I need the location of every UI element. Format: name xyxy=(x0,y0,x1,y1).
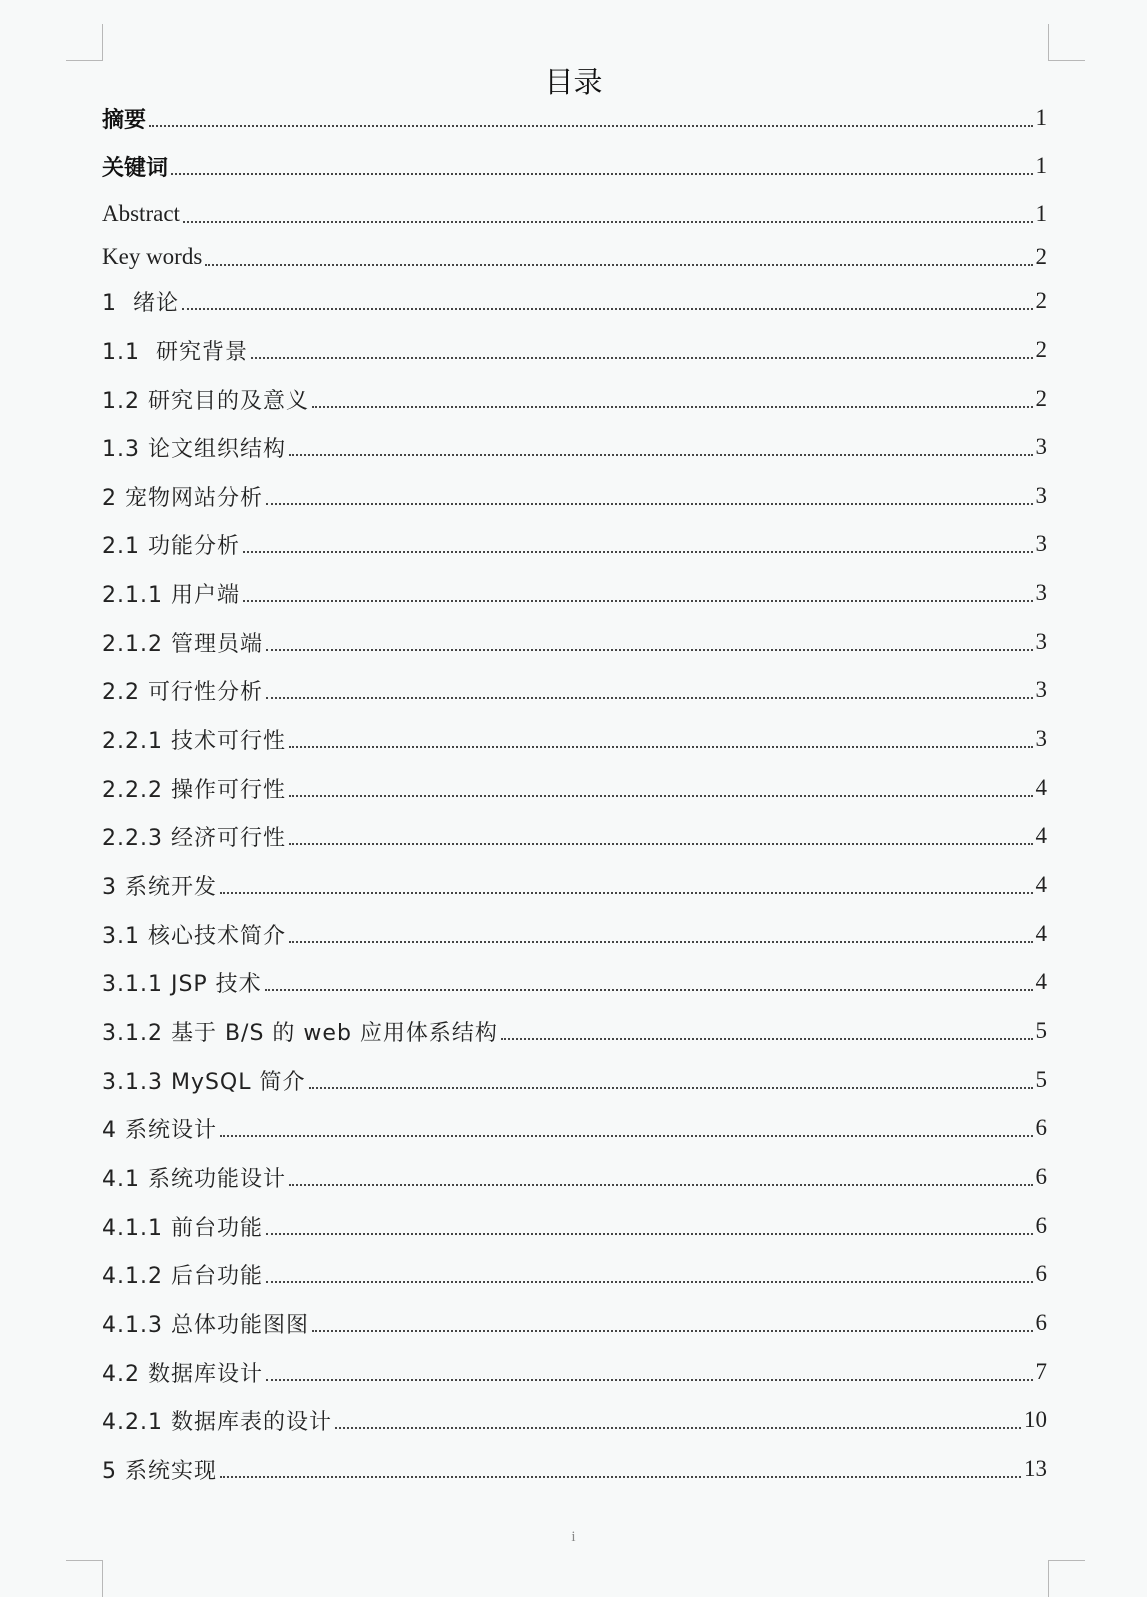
toc-entry-page-number: 6 xyxy=(1035,1310,1047,1335)
toc-dot-leader xyxy=(312,1330,1033,1332)
toc-dot-leader xyxy=(265,989,1033,991)
toc-entry-page-number: 10 xyxy=(1024,1407,1047,1432)
toc-entry-label: 2.2.2 操作可行性 xyxy=(102,777,286,803)
toc-entry[interactable] xyxy=(102,768,1047,808)
toc-entry-page-number: 3 xyxy=(1035,483,1047,508)
toc-entry-page-number: 3 xyxy=(1035,629,1047,654)
toc-dot-leader xyxy=(266,697,1033,699)
toc-dot-leader xyxy=(220,892,1033,894)
toc-dot-leader xyxy=(171,173,1032,175)
toc-entry-label: 2 宠物网站分析 xyxy=(102,485,263,511)
toc-entry[interactable] xyxy=(102,1060,1047,1100)
toc-entry-page-number: 3 xyxy=(1035,677,1047,702)
toc-entry-page-number: 3 xyxy=(1035,580,1047,605)
toc-dot-leader xyxy=(309,1087,1033,1089)
toc-dot-leader xyxy=(205,264,1032,266)
toc-entry-page-number: 3 xyxy=(1035,434,1047,459)
crop-mark-bottom-left xyxy=(66,1560,103,1597)
toc-entry-page-number: 2 xyxy=(1035,386,1047,411)
crop-mark-top-left xyxy=(66,24,103,61)
toc-entry-page-number: 6 xyxy=(1035,1213,1047,1238)
toc-entry-label: 2.1 功能分析 xyxy=(102,533,240,559)
toc-dot-leader xyxy=(289,1184,1033,1186)
toc-entry-label: 4.2 数据库设计 xyxy=(102,1361,263,1387)
toc-dot-leader xyxy=(289,746,1033,748)
toc-entry-label: 3.1.3 MySQL 简介 xyxy=(102,1069,306,1095)
page-title: 目录 xyxy=(544,65,603,99)
toc-entry[interactable] xyxy=(102,1108,1047,1148)
toc-entry[interactable] xyxy=(102,281,1047,321)
toc-entry-page-number: 6 xyxy=(1035,1115,1047,1140)
toc-entry-label: 1.1 研究背景 xyxy=(102,339,248,365)
toc-entry-label: Key words xyxy=(102,244,203,269)
toc-entry[interactable] xyxy=(102,1400,1047,1440)
toc-entry-label: 4.2.1 数据库表的设计 xyxy=(102,1409,332,1435)
toc-entry[interactable] xyxy=(102,865,1047,905)
toc-dot-leader xyxy=(149,125,1032,127)
toc-dot-leader xyxy=(289,795,1033,797)
toc-entry-page-number: 1 xyxy=(1035,105,1047,130)
toc-entry-label: 2.1.2 管理员端 xyxy=(102,631,263,657)
footer-page-number: i xyxy=(571,1529,576,1545)
toc-entry-label: 3.1.2 基于 B/S 的 web 应用体系结构 xyxy=(102,1020,498,1046)
toc-entry[interactable] xyxy=(102,1011,1047,1051)
toc-entry-label: 4.1.3 总体功能图图 xyxy=(102,1312,309,1338)
toc-dot-leader xyxy=(289,941,1033,943)
toc-entry-page-number: 2 xyxy=(1035,337,1047,362)
toc-dot-leader xyxy=(266,1281,1033,1283)
toc-dot-leader xyxy=(312,406,1033,408)
toc-entry-label: 1.3 论文组织结构 xyxy=(102,436,286,462)
toc-entry-label: 2.2 可行性分析 xyxy=(102,679,263,705)
toc-entry-page-number: 3 xyxy=(1035,726,1047,751)
toc-entry-label: 关键词 xyxy=(102,155,169,181)
toc-entry-page-number: 2 xyxy=(1035,244,1047,269)
toc-entry-label: 4 系统设计 xyxy=(102,1117,217,1143)
toc-entry-label: 4.1.1 前台功能 xyxy=(102,1215,263,1241)
toc-dot-leader xyxy=(183,221,1033,223)
toc-entry[interactable] xyxy=(102,1449,1047,1489)
toc-entry[interactable] xyxy=(102,476,1047,516)
toc-entry-page-number: 1 xyxy=(1035,153,1047,178)
toc-entry-page-number: 4 xyxy=(1035,823,1047,848)
toc-entry[interactable] xyxy=(102,237,1047,277)
toc-entry-label: 4.1 系统功能设计 xyxy=(102,1166,286,1192)
toc-entry[interactable] xyxy=(102,816,1047,856)
toc-entry-page-number: 4 xyxy=(1035,921,1047,946)
toc-dot-leader xyxy=(289,843,1033,845)
toc-entry[interactable] xyxy=(102,670,1047,710)
toc-entry[interactable] xyxy=(102,914,1047,954)
toc-dot-leader xyxy=(266,1379,1033,1381)
toc-entry[interactable] xyxy=(102,1206,1047,1246)
toc-dot-leader xyxy=(266,1233,1033,1235)
toc-entry-label: 1 绪论 xyxy=(102,290,179,316)
toc-entry[interactable] xyxy=(102,146,1047,186)
toc-entry-label: 3.1.1 JSP 技术 xyxy=(102,971,262,997)
toc-dot-leader xyxy=(251,357,1033,359)
toc-entry[interactable] xyxy=(102,98,1047,138)
toc-entry-page-number: 6 xyxy=(1035,1164,1047,1189)
toc-entry-label: 3.1 核心技术简介 xyxy=(102,923,286,949)
toc-entry-page-number: 5 xyxy=(1035,1018,1047,1043)
toc-entry-label: 2.2.3 经济可行性 xyxy=(102,825,286,851)
toc-entry[interactable] xyxy=(102,330,1047,370)
toc-entry-page-number: 4 xyxy=(1035,969,1047,994)
toc-entry-page-number: 4 xyxy=(1035,872,1047,897)
toc-entry-page-number: 3 xyxy=(1035,531,1047,556)
toc-entry-label: 3 系统开发 xyxy=(102,874,217,900)
toc-entry-page-number: 7 xyxy=(1035,1359,1047,1384)
toc-entry[interactable] xyxy=(102,1303,1047,1343)
toc-entry[interactable] xyxy=(102,524,1047,564)
toc-dot-leader xyxy=(220,1135,1033,1137)
toc-entry-label: 2.2.1 技术可行性 xyxy=(102,728,286,754)
toc-dot-leader xyxy=(501,1038,1033,1040)
toc-entry-label: 5 系统实现 xyxy=(102,1458,217,1484)
toc-dot-leader xyxy=(243,600,1033,602)
toc-dot-leader xyxy=(182,308,1033,310)
toc-entry-label: 4.1.2 后台功能 xyxy=(102,1263,263,1289)
crop-mark-bottom-right xyxy=(1048,1560,1085,1597)
toc-dot-leader xyxy=(335,1427,1021,1429)
toc-entry[interactable] xyxy=(102,1254,1047,1294)
toc-entry-page-number: 4 xyxy=(1035,775,1047,800)
crop-mark-top-right xyxy=(1048,24,1085,61)
toc-entry-label: 1.2 研究目的及意义 xyxy=(102,388,309,414)
toc-entry[interactable] xyxy=(102,622,1047,662)
toc-entry-page-number: 5 xyxy=(1035,1067,1047,1092)
toc-entry[interactable] xyxy=(102,573,1047,613)
toc-entry-label: 2.1.1 用户端 xyxy=(102,582,240,608)
toc-entry[interactable] xyxy=(102,379,1047,419)
toc-dot-leader xyxy=(220,1476,1021,1478)
toc-dot-leader xyxy=(266,503,1033,505)
toc-entry-page-number: 2 xyxy=(1035,288,1047,313)
toc-entry-page-number: 13 xyxy=(1024,1456,1047,1481)
toc-entry-page-number: 1 xyxy=(1035,201,1047,226)
toc-entry-label: 摘要 xyxy=(102,107,147,133)
toc-entry[interactable] xyxy=(102,962,1047,1002)
toc-entry[interactable] xyxy=(102,719,1047,759)
toc-entry[interactable] xyxy=(102,427,1047,467)
toc-entry-page-number: 6 xyxy=(1035,1261,1047,1286)
toc-dot-leader xyxy=(266,649,1033,651)
toc-dot-leader xyxy=(289,454,1033,456)
toc-entry[interactable] xyxy=(102,194,1047,234)
toc-entry[interactable] xyxy=(102,1157,1047,1197)
toc-entry[interactable] xyxy=(102,1352,1047,1392)
toc-dot-leader xyxy=(243,551,1033,553)
toc-entry-label: Abstract xyxy=(102,201,180,226)
